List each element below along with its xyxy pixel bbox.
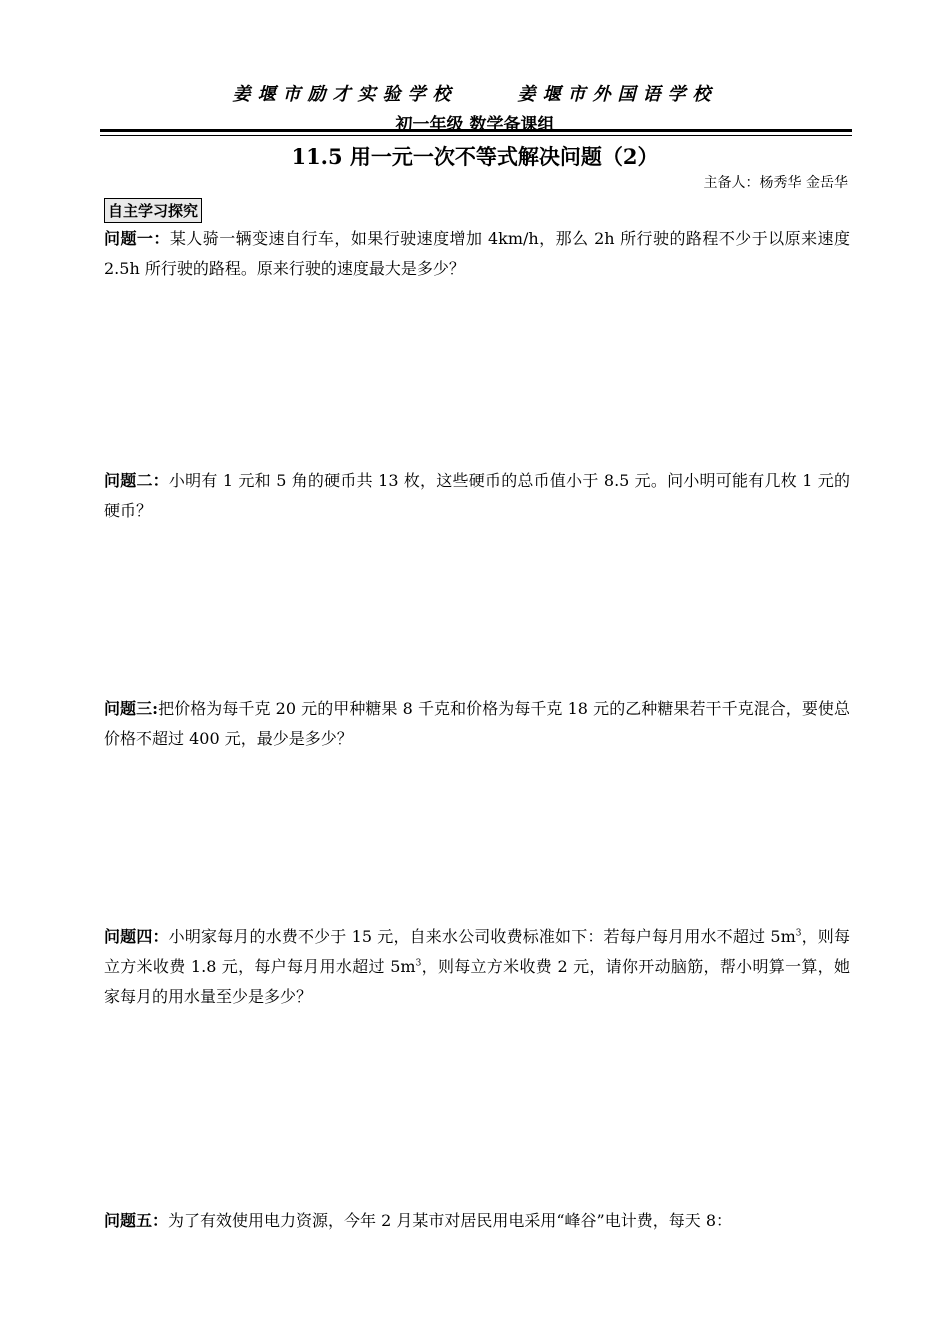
question-2-label: 问题二： — [104, 471, 169, 490]
question-3-label: 问题三: — [104, 699, 159, 718]
school-header — [0, 80, 950, 106]
question-1 — [104, 224, 850, 284]
question-2-text: 小明有 1 元和 5 角的硬币共 13 枚，这些硬币的总币值小于 8.5 元。问小明可能有几枚 1 元的硬币？ — [104, 471, 850, 520]
question-4-text-c: ，则每立方米收费 2 元，请你开动脑筋，帮小明算一算，她家每月的用水量至少是多少？ — [104, 957, 850, 1006]
school-name-2: 姜堰市外国语学校 — [517, 84, 718, 105]
question-5 — [104, 1206, 850, 1236]
question-4-label: 问题四： — [104, 927, 169, 946]
question-4-text-a: 小明家每月的水费不少于 15 元，自来水公司收费标准如下：若每户每月用水不超过 5m — [168, 927, 796, 946]
question-1-label: 问题一： — [104, 229, 170, 248]
question-5-text: 为了有效使用电力资源，今年 2 月某市对居民用电采用“峰谷”电计费，每天 8： — [168, 1211, 732, 1230]
preparers-line: 主备人：杨秀华 金岳华 — [703, 175, 848, 191]
header-rule-thick — [100, 129, 852, 132]
question-3 — [104, 694, 850, 754]
question-4 — [104, 922, 850, 1012]
grade-group-label: 初一年级 数学备课组 — [395, 115, 555, 135]
cubic-superscript-2: 3 — [415, 958, 422, 969]
question-3-text: 把价格为每千克 20 元的甲种糖果 8 千克和价格为每千克 18 元的乙种糖果若干千克混合，要使总价格不超过 400 元，最少是多少？ — [104, 699, 850, 748]
cubic-superscript-1: 3 — [795, 928, 802, 939]
section-label-self-study: 自主学习探究 — [104, 198, 202, 223]
question-5-label: 问题五： — [104, 1211, 169, 1230]
lesson-title: 11.5 用一元一次不等式解决问题（2） — [291, 144, 659, 169]
header-rule-thin — [100, 135, 852, 136]
question-2 — [104, 466, 850, 526]
question-4-text-b: ，则每立方米收费 1.8 元，每户每月用水超过 5m — [104, 927, 850, 976]
question-1-text: 某人骑一辆变速自行车，如果行驶速度增加 4km/h，那么 2h 所行驶的路程不少于以原来速度 2.5h 所行驶的路程。原来行驶的速度最大是多少？ — [104, 229, 850, 278]
school-name-1: 姜堰市励才实验学校 — [232, 84, 458, 105]
